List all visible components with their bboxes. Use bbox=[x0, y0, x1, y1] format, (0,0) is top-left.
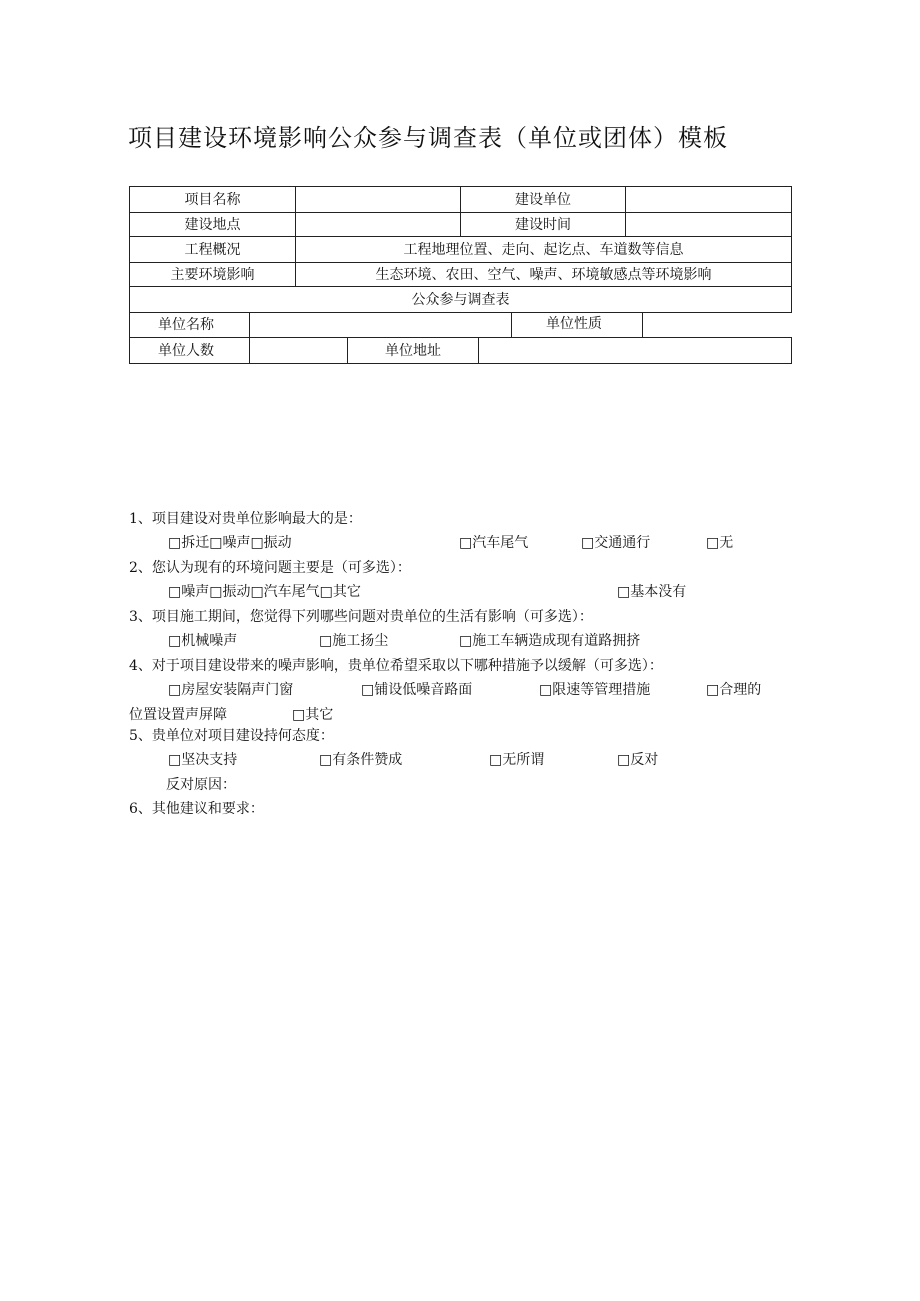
q4-option-4[interactable]: □合理的 bbox=[706, 682, 762, 698]
question-3: 3、项目施工期间，您觉得下列哪些问题对贵单位的生活有影响（可多选）： bbox=[129, 609, 593, 625]
unit-address-field[interactable] bbox=[479, 338, 792, 364]
q1-option-3[interactable]: □交通通行 bbox=[581, 535, 651, 551]
time-field[interactable] bbox=[626, 213, 792, 237]
q5-reason-label: 反对原因： bbox=[166, 777, 236, 793]
overview-label: 工程概况 bbox=[130, 237, 296, 263]
builder-field[interactable] bbox=[626, 187, 792, 213]
q4-option-5[interactable]: □其它 bbox=[292, 707, 334, 723]
time-label: 建设时间 bbox=[461, 213, 626, 237]
project-name-label: 项目名称 bbox=[130, 187, 296, 213]
question-6: 6、其他建议和要求： bbox=[129, 801, 264, 817]
location-field[interactable] bbox=[296, 213, 461, 237]
unit-name-label: 单位名称 bbox=[130, 313, 250, 338]
question-5: 5、贵单位对项目建设持何态度： bbox=[129, 728, 334, 744]
overview-value: 工程地理位置、走向、起讫点、车道数等信息 bbox=[296, 237, 792, 263]
survey-header: 公众参与调查表 bbox=[130, 287, 792, 313]
q1-option-1[interactable]: □拆迁□噪声□振动 bbox=[168, 535, 292, 551]
unit-address-label: 单位地址 bbox=[348, 338, 479, 364]
q2-option-2[interactable]: □基本没有 bbox=[617, 584, 687, 600]
cell-divider bbox=[642, 312, 643, 337]
cell-divider bbox=[511, 312, 512, 337]
q2-option-1[interactable]: □噪声□振动□汽车尾气□其它 bbox=[168, 584, 361, 600]
q3-option-2[interactable]: □施工扬尘 bbox=[319, 633, 389, 649]
question-4: 4、对于项目建设带来的噪声影响，贵单位希望采取以下哪种措施予以缓解（可多选）： bbox=[129, 658, 663, 674]
q1-option-4[interactable]: □无 bbox=[706, 535, 734, 551]
q4-option-2[interactable]: □铺设低噪音路面 bbox=[361, 682, 473, 698]
builder-label: 建设单位 bbox=[461, 187, 626, 213]
q4-option-4-cont: 位置设置声屏障 bbox=[129, 707, 227, 723]
q3-option-1[interactable]: □机械噪声 bbox=[168, 633, 238, 649]
q5-option-1[interactable]: □坚决支持 bbox=[168, 752, 238, 768]
page-title: 项目建设环境影响公众参与调查表（单位或团体）模板 bbox=[128, 124, 728, 152]
unit-nature-label: 单位性质 bbox=[546, 316, 602, 332]
unit-count-field[interactable] bbox=[250, 338, 348, 364]
q5-option-3[interactable]: □无所谓 bbox=[489, 752, 545, 768]
question-2: 2、您认为现有的环境问题主要是（可多选）： bbox=[129, 560, 411, 576]
q1-option-2[interactable]: □汽车尾气 bbox=[459, 535, 529, 551]
unit-count-label: 单位人数 bbox=[130, 338, 250, 364]
unit-name-field-area[interactable] bbox=[350, 312, 511, 337]
q5-option-4[interactable]: □反对 bbox=[617, 752, 659, 768]
q3-option-3[interactable]: □施工车辆造成现有道路拥挤 bbox=[459, 633, 641, 649]
q4-option-3[interactable]: □限速等管理措施 bbox=[539, 682, 651, 698]
impact-label: 主要环境影响 bbox=[130, 263, 296, 287]
q4-option-1[interactable]: □房屋安装隔声门窗 bbox=[168, 682, 294, 698]
project-info-table bbox=[129, 186, 792, 313]
location-label: 建设地点 bbox=[130, 213, 296, 237]
impact-value: 生态环境、农田、空气、噪声、环境敏感点等环境影响 bbox=[296, 263, 792, 287]
q5-option-2[interactable]: □有条件赞成 bbox=[319, 752, 403, 768]
question-1: 1、项目建设对贵单位影响最大的是： bbox=[129, 511, 362, 527]
project-name-field[interactable] bbox=[296, 187, 461, 213]
